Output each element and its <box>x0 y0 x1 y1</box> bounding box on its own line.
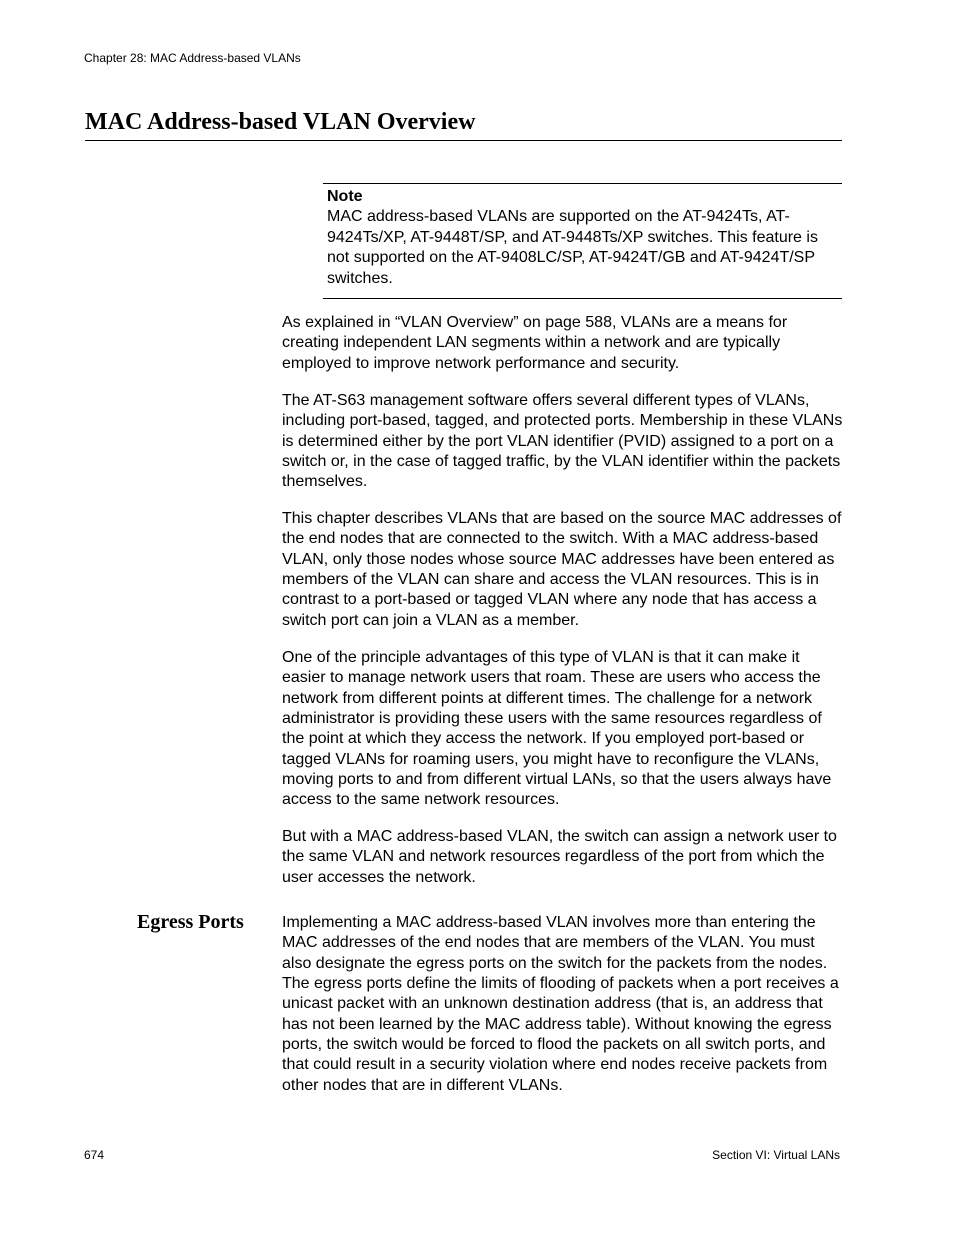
paragraph: Implementing a MAC address-based VLAN involves more than entering the MAC addresses of the end nodes that are members of the VLAN. You must also designate the egress ports on the switch for the packets from the nodes. The egress ports define the limits of flooding of packets when a port receives a unicast packet with an unknown destination address (that is, an address that has not been learned by the MAC address table). Without knowing the egress ports, the switch would be forced to flood the packets on all switch ports, and that could result in a security violation where end nodes receive packets from other nodes that are in different VLANs. <box>282 914 839 1094</box>
paragraph: As explained in “VLAN Overview” on page 588, VLANs are a means for creating independent LAN segments within a network and are typically employed to improve network performance and security. <box>282 314 788 372</box>
running-footer: Section VI: Virtual LANs <box>712 1148 840 1162</box>
paragraph-4 <box>282 648 844 811</box>
paragraph-1 <box>282 313 844 374</box>
page-number: 674 <box>84 1148 105 1162</box>
egress-ports-paragraph <box>282 913 844 1096</box>
paragraph-5 <box>282 827 844 888</box>
paragraph: One of the principle advantages of this type of VLAN is that it can make it easier to manage network users that roam. These are users who access the network from different points at different times. The challenge for a network administrator is providing these users with the same resources regardless of the point at which they access the network. If you employed port-based or tagged VLANs for roaming users, you might have to reconfigure the VLANs, moving ports to and from different virtual LANs, so that the users always have access to the same network resources. <box>282 649 832 809</box>
paragraph: The AT-S63 management software offers several different types of VLANs, including port-based, tagged, and protected ports. Membership in these VLANs is determined either by the port VLAN identifier (PVID) assigned to a port on a switch or, in the case of tagged traffic, by the VLAN identifier within the packets themselves. <box>282 392 843 491</box>
paragraph: But with a MAC address-based VLAN, the switch can assign a network user to the same VLAN and network resources regardless of the port from which the user accesses the network. <box>282 828 837 886</box>
note-text: MAC address-based VLANs are supported on the AT-9424Ts, AT-9424Ts/XP, AT-9448T/SP, and AT-9448Ts/XP switches. This feature is not supported on the AT-9408LC/SP, AT-9424T/GB and AT-9424T/SP switches. <box>327 208 818 287</box>
running-header: Chapter 28: MAC Address-based VLANs <box>84 51 301 65</box>
paragraph-3 <box>282 509 844 631</box>
egress-ports-heading: Egress Ports <box>137 911 244 933</box>
note-box <box>323 183 842 299</box>
note-label: Note <box>327 188 363 205</box>
section-title: MAC Address-based VLAN Overview <box>85 106 842 141</box>
paragraph-2 <box>282 391 844 493</box>
paragraph: This chapter describes VLANs that are based on the source MAC addresses of the end nodes that are connected to the switch. With a MAC address-based VLAN, only those nodes whose source MAC addresses have been entered as members of the VLAN can share and access the VLAN resources. This is in contrast to a port-based or tagged VLAN where any node that has access a switch port can join a VLAN as a member. <box>282 510 842 629</box>
